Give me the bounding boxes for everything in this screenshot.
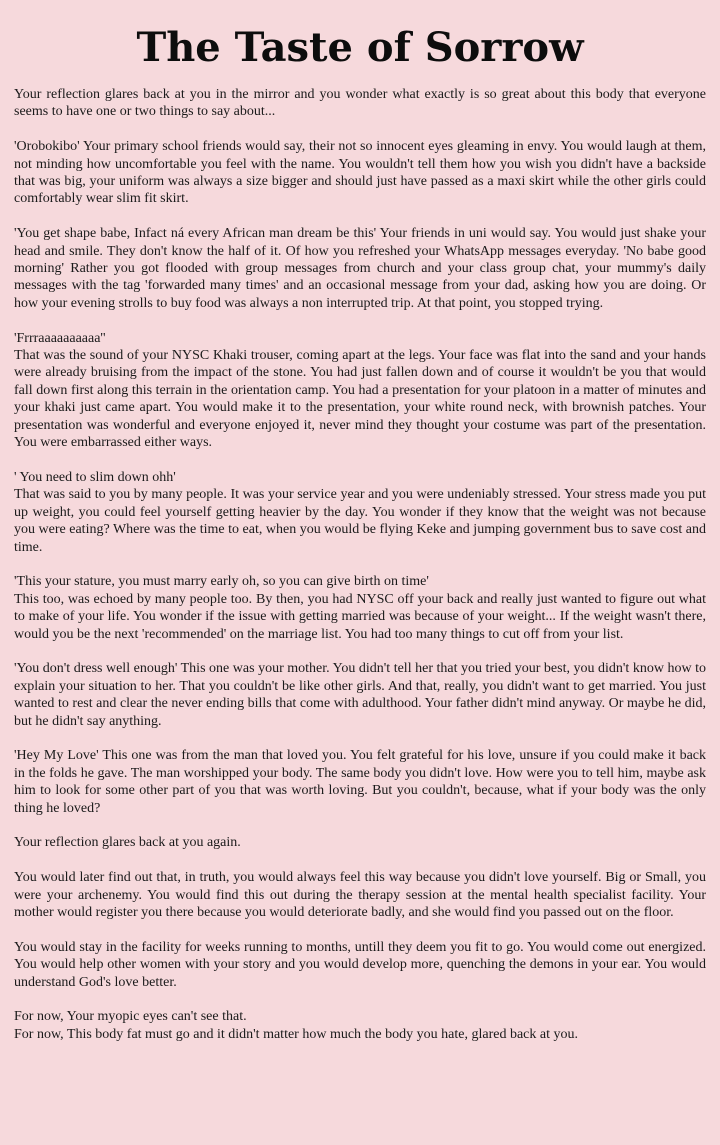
quote-line: 'This your stature, you must marry early oh, so you can give birth on time'	[14, 574, 429, 590]
paragraph-line: You would later find out that, in truth, you would always feel this way because you didn't love yourself. Big or Small, you were your archenemy. You would find this out during the therapy session at the mental health specialist facility. Your mother would register you there because you would deteriorate badly, and she would find you passed out on the floor.	[14, 870, 706, 920]
paragraph-7	[14, 660, 706, 730]
paragraph-line: 'Orobokibo' Your primary school friends would say, their not so innocent eyes gleaming in envy. You would laugh at them, not minding how uncomfortable you feel with the name. You wouldn't tell them how you wish you didn't have a backside that was big, your uniform was always a size bigger and should just have passed as a maxi skirt while the other girls could comfortably wear slim fit skirt.	[14, 139, 706, 207]
paragraph-12	[14, 1008, 706, 1043]
paragraph-5	[14, 469, 706, 556]
paragraph-line: Your reflection glares back at you in the mirror and you wonder what exactly is so great about this body that everyone seems to have one or two things to say about...	[14, 87, 706, 120]
paragraph-line: 'You don't dress well enough' This one was your mother. You didn't tell her that you tried your best, you didn't know how to explain your situation to her. That you couldn't be like other girls. And that, really, you didn't want to get married. You just wanted to rest and clear the never ending bills that come with adulthood. Your father didn't mind anyway. Or maybe he did, but he didn't say anything.	[14, 661, 706, 729]
paragraph-line: That was said to you by many people. It was your service year and you were undeniably stressed. Your stress made you put up weight, you could feel yourself getting heavier by the day. You wonder if they know that the weight was not because you were eating? Where was the time to eat, when you would be flying Keke and jumping government bus to save cost and time.	[14, 487, 706, 555]
paragraph-line: This too, was echoed by many people too. By then, you had NYSC off your back and really just wanted to figure out what to make of your life. You wonder if the issue with getting married was because of your weight... If the weight wasn't there, would you be the next 'recommended' on the marriage list. You had too many things to cut off from your list.	[14, 591, 706, 642]
paragraph-8	[14, 747, 706, 817]
paragraph-line: For now, This body fat must go and it didn't matter how much the body you hate, glared back at you.	[14, 1026, 578, 1042]
paragraph-10	[14, 869, 706, 921]
paragraph-line: Your reflection glares back at you again.	[14, 835, 241, 851]
paragraph-3	[14, 225, 706, 312]
story-body	[14, 86, 706, 1043]
paragraph-1	[14, 86, 706, 121]
paragraph-6	[14, 573, 706, 643]
page-title: The Taste of Sorrow	[136, 24, 584, 71]
paragraph-4	[14, 330, 706, 452]
paragraph-line: 'You get shape babe, Infact ná every African man dream be this' Your friends in uni would say. You would just shake your head and smile. They don't know the half of it. Of how you refreshed your WhatsApp messages everyday. 'No babe good morning' Rather you got flooded with group messages from church and your class group chat, your mummy's daily messages with the tag 'forwarded many times' and an occasional message from your dad, asking how you are doing. Or how your evening strolls to buy food was always a non interrupted trip. At that point, you stopped trying.	[14, 226, 706, 311]
paragraph-11	[14, 939, 706, 991]
quote-line: 'Frrraaaaaaaaaa''	[14, 330, 106, 346]
quote-line: ' You need to slim down ohh'	[14, 469, 176, 485]
paragraph-line: You would stay in the facility for weeks running to months, untill they deem you fit to go. You would come out energized. You would help other women with your story and you would develop more, quenching the demons in your ear. You would understand God's love better.	[14, 939, 706, 990]
paragraph-line: 'Hey My Love' This one was from the man that loved you. You felt grateful for his love, unsure if you could make it back in the folds he gave. The man worshipped your body. The same body you didn't love. How were you to tell him, maybe ask him to look for some other part of you that was worth loving. But you couldn't, because, what if your body was the only thing he loved?	[14, 748, 706, 816]
paragraph-line: That was the sound of your NYSC Khaki trouser, coming apart at the legs. Your face was flat into the sand and your hands were already bruising from the impact of the stone. You had just fallen down and of course it wouldn't be you that would fall down first along this terrain in the orientation camp. You had a presentation for your platoon in a matter of minutes and your khaki just came apart. You would make it to the presentation, your white round neck, with brownish patches. Your presentation was wonderful and everyone enjoyed it, never mind they thought your costume was part of the presentation. You were embarrassed either ways.	[14, 348, 706, 451]
paragraph-9	[14, 834, 706, 851]
paragraph-line: For now, Your myopic eyes can't see that.	[14, 1009, 247, 1025]
paragraph-2	[14, 138, 706, 208]
